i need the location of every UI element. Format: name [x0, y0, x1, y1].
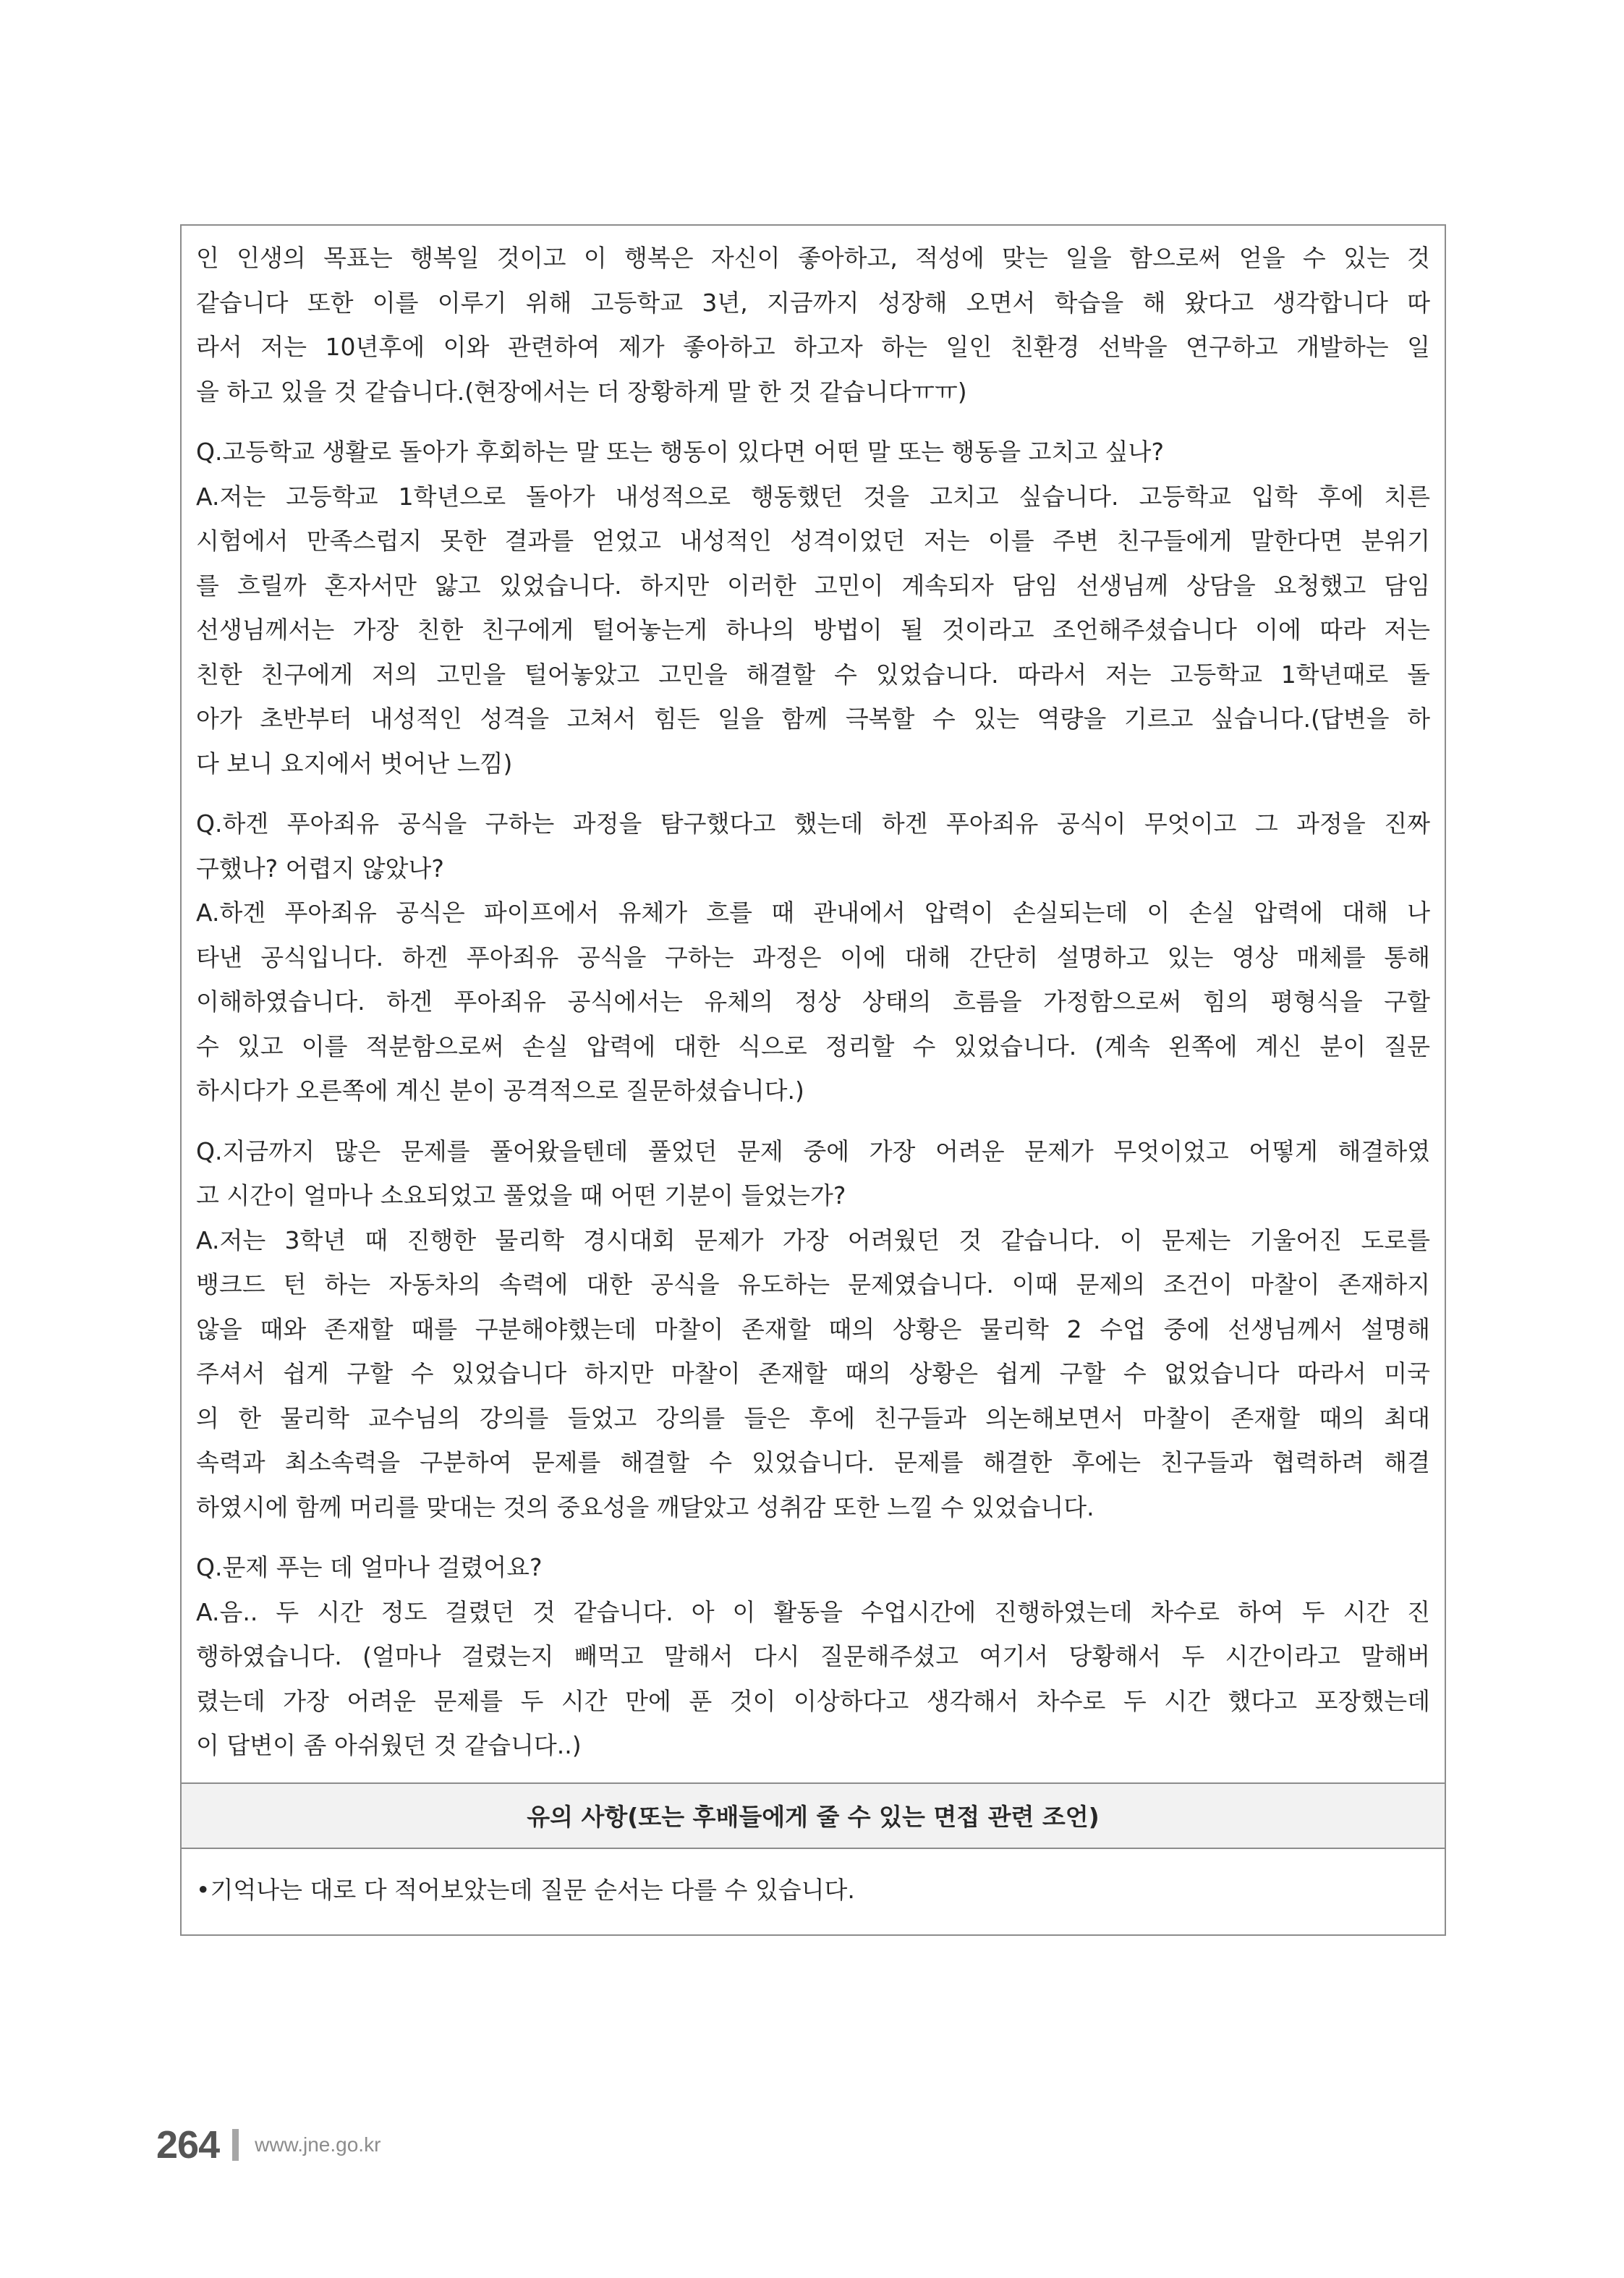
page-footer [156, 2123, 381, 2167]
answer-line: 의 한 물리학 교수님의 강의를 들었고 강의를 들은 후에 친구들과 의논해보면서 마찰이 존재할 때의 최대 [196, 1403, 1430, 1432]
advice-note: •기억나는 대로 다 적어보았는데 질문 순서는 다를 수 있습니다. [196, 1875, 855, 1904]
text-line: 인 인생의 목표는 행복일 것이고 이 행복은 자신이 좋아하고, 적성에 맞는 일을 함으로써 얻을 수 있는 것 [196, 244, 1430, 272]
answer-line: 주셔서 쉽게 구할 수 있었습니다 하지만 마찰이 존재할 때의 상황은 쉽게 구할 수 없었습니다 따라서 미국 [196, 1359, 1430, 1387]
footer-divider [232, 2129, 239, 2161]
answer-line: A.저는 3학년 때 진행한 물리학 경시대회 문제가 가장 어려웠던 것 같습니다. 이 문제는 기울어진 도로를 [196, 1225, 1430, 1254]
answer-line: 이해하였습니다. 하겐 푸아죄유 공식에서는 유체의 정상 상태의 흐름을 가정함으로써 힘의 평형식을 구할 [196, 987, 1430, 1016]
question-line: 고 시간이 얼마나 소요되었고 풀었을 때 어떤 기분이 들었는가? [196, 1181, 846, 1210]
answer-line: 수 있고 이를 적분함으로써 손실 압력에 대한 식으로 정리할 수 있었습니다. (계속 왼쪽에 계신 분이 질문 [196, 1032, 1430, 1061]
text-line: 을 하고 있을 것 같습니다.(현장에서는 더 장황하게 말 한 것 같습니다ㅠㅠ) [196, 377, 967, 406]
answer-line: 속력과 최소속력을 구분하여 문제를 해결할 수 있었습니다. 문제를 해결한 후에는 친구들과 협력하려 해결 [196, 1448, 1430, 1476]
answer-line: 선생님께서는 가장 친한 친구에게 털어놓는게 하나의 방법이 될 것이라고 조언해주셨습니다 이에 따라 저는 [196, 616, 1430, 644]
paragraph-gap [196, 1529, 1430, 1545]
answer-line: 않을 때와 존재할 때를 구분해야했는데 마찰이 존재할 때의 상황은 물리학 2 수업 중에 선생님께서 설명해 [196, 1314, 1430, 1343]
answer-line: A.하겐 푸아죄유 공식은 파이프에서 유체가 흐를 때 관내에서 압력이 손실되는데 이 손실 압력에 대해 나 [196, 898, 1430, 927]
advice-section-title: 유의 사항(또는 후배들에게 줄 수 있는 면접 관련 조언) [527, 1803, 1100, 1831]
advice-section-header [182, 1782, 1445, 1849]
answer-line: 하였시에 함께 머리를 맞대는 것의 중요성을 깨달았고 성취감 또한 느낄 수 있었습니다. [196, 1492, 1094, 1521]
answer-line: 렸는데 가장 어려운 문제를 두 시간 만에 푼 것이 이상하다고 생각해서 차수로 두 시간 했다고 포장했는데 [196, 1686, 1430, 1715]
text-line: 라서 저는 10년후에 이와 관련하여 제가 좋아하고 하고자 하는 일인 친환경 선박을 연구하고 개발하는 일 [196, 333, 1430, 361]
text-line: 같습니다 또한 이를 이루기 위해 고등학교 3년, 지금까지 성장해 오면서 학습을 해 왔다고 생각합니다 따 [196, 288, 1430, 317]
answer-line: 아가 초반부터 내성적인 성격을 고쳐서 힘든 일을 함께 극복할 수 있는 역량을 기르고 싶습니다.(답변을 하 [196, 705, 1430, 733]
answer-line: A.저는 고등학교 1학년으로 돌아가 내성적으로 행동했던 것을 고치고 싶습니다. 고등학교 입학 후에 치른 [196, 482, 1430, 511]
answer-line: 이 답변이 좀 아쉬웠던 것 같습니다..) [196, 1731, 582, 1759]
answer-line: 타낸 공식입니다. 하겐 푸아죄유 공식을 구하는 과정은 이에 대해 간단히 설명하고 있는 영상 매체를 통해 [196, 943, 1430, 972]
qa-text-area [182, 226, 1445, 1782]
interview-content-box [180, 224, 1446, 1936]
answer-line: 뱅크드 턴 하는 자동차의 속력에 대한 공식을 유도하는 문제였습니다. 이때 문제의 조건이 마찰이 존재하지 [196, 1270, 1430, 1299]
question-line: 구했나? 어렵지 않았나? [196, 854, 444, 883]
answer-line: 하시다가 오른쪽에 계신 분이 공격적으로 질문하셨습니다.) [196, 1076, 804, 1105]
answer-line: 를 흐릴까 혼자서만 앓고 있었습니다. 하지만 이러한 고민이 계속되자 담임 선생님께 상담을 요청했고 담임 [196, 571, 1430, 600]
question-line: Q.하겐 푸아죄유 공식을 구하는 과정을 탐구했다고 했는데 하겐 푸아죄유 공식이 무엇이고 그 과정을 진짜 [196, 809, 1430, 838]
paragraph-gap [196, 1113, 1430, 1129]
answer-line: 다 보니 요지에서 벗어난 느낌) [196, 749, 513, 778]
question-line: Q.고등학교 생활로 돌아가 후회하는 말 또는 행동이 있다면 어떤 말 또는 행동을 고치고 싶나? [196, 438, 1164, 466]
answer-line: 시험에서 만족스럽지 못한 결과를 얻었고 내성적인 성격이었던 저는 이를 주변 친구들에게 말한다면 분위기 [196, 527, 1430, 555]
page-number: 264 [156, 2123, 220, 2167]
answer-line: 행하였습니다. (얼마나 걸렸는지 빼먹고 말해서 다시 질문해주셨고 여기서 당황해서 두 시간이라고 말해버 [196, 1642, 1430, 1670]
advice-section-body [182, 1849, 1445, 1934]
question-line: Q.문제 푸는 데 얼마나 걸렸어요? [196, 1553, 543, 1581]
answer-line: 친한 친구에게 저의 고민을 털어놓았고 고민을 해결할 수 있었습니다. 따라서 저는 고등학교 1학년때로 돌 [196, 660, 1430, 689]
paragraph-gap [196, 414, 1430, 430]
paragraph-gap [196, 786, 1430, 802]
footer-url: www.jne.go.kr [255, 2133, 381, 2156]
question-line: Q.지금까지 많은 문제를 풀어왔을텐데 풀었던 문제 중에 가장 어려운 문제가 무엇이었고 어떻게 해결하였 [196, 1136, 1430, 1165]
answer-line: A.음.. 두 시간 정도 걸렸던 것 같습니다. 아 이 활동을 수업시간에 진행하였는데 차수로 하여 두 시간 진 [196, 1597, 1430, 1626]
